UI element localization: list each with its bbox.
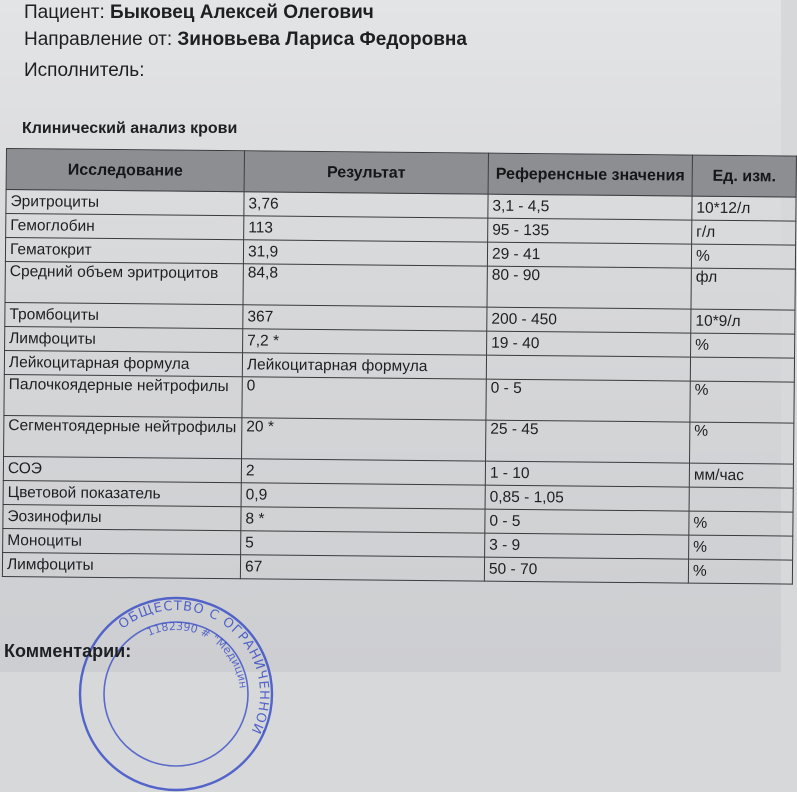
test-result: 367 [243, 305, 487, 331]
test-result: 0 [242, 377, 486, 420]
test-result: Лейкоцитарная формула [242, 353, 486, 379]
header-result: Результат [244, 151, 488, 194]
test-result: 2 [241, 459, 485, 485]
referral-label: Направление от: [24, 29, 173, 50]
test-name: Эозинофилы [3, 504, 241, 530]
referral-name: Зиновьева Лариса Федоровна [177, 29, 467, 50]
stamp-inner-text: 1182390 # "Медицин [144, 619, 250, 690]
performer-label: Исполнитель: [24, 60, 145, 81]
test-reference: 25 - 45 [486, 420, 690, 463]
test-reference: 200 - 450 [487, 307, 691, 333]
test-reference: 0,85 - 1,05 [485, 485, 689, 511]
test-name: Эритроциты [6, 190, 244, 216]
test-unit: % [689, 511, 793, 536]
test-name: Моноциты [3, 528, 241, 554]
test-unit: фл [691, 268, 795, 310]
test-name: Лейкоцитарная формула [4, 350, 242, 376]
test-reference: 3,1 - 4,5 [488, 194, 692, 220]
test-unit [689, 487, 793, 512]
test-unit: % [690, 422, 794, 464]
test-name: Палочкоядерные нейтрофилы [4, 374, 242, 417]
test-result: 31,9 [243, 240, 487, 266]
patient-line [24, 2, 374, 24]
test-name: Тромбоциты [5, 302, 243, 328]
test-result: 5 [241, 531, 485, 557]
test-unit: мм/час [689, 463, 793, 488]
test-reference [486, 355, 690, 381]
stamp-outer-text: ОБЩЕСТВО С ОГРАНИЧЕННОЙ [115, 598, 272, 737]
test-reference: 95 - 135 [488, 218, 692, 244]
test-name: Сегментоядерные нейтрофилы [4, 415, 242, 458]
test-name: Цветовой показатель [3, 480, 241, 506]
test-result: 113 [244, 216, 488, 242]
test-unit: 10*12/л [692, 196, 796, 221]
performer-line [24, 60, 144, 82]
test-name: Лимфоциты [5, 326, 243, 352]
section-title: Клинический анализ крови [22, 120, 238, 137]
referral-line [24, 29, 467, 51]
test-reference: 0 - 5 [486, 379, 690, 422]
test-name: Гемоглобин [6, 214, 244, 240]
test-unit: г/л [692, 220, 796, 245]
test-unit: % [688, 559, 792, 584]
test-result: 67 [240, 555, 484, 581]
comments-label: Комментарии: [4, 641, 132, 661]
test-reference: 19 - 40 [487, 331, 691, 357]
test-result: 3,76 [244, 192, 488, 218]
patient-label: Пациент: [24, 2, 105, 23]
header-unit: Ед. изм. [692, 155, 796, 197]
test-name: Лимфоциты [2, 552, 240, 578]
test-unit: % [691, 333, 795, 358]
test-result: 20 * [242, 418, 486, 461]
test-result: 7,2 * [243, 329, 487, 355]
test-reference: 3 - 9 [485, 533, 689, 559]
header-reference: Референсные значения [488, 153, 692, 196]
test-unit: % [690, 381, 794, 423]
test-name: Средний объем эритроцитов [5, 261, 243, 304]
test-result: 8 * [241, 507, 485, 533]
test-reference: 0 - 5 [485, 509, 689, 535]
test-result: 0,9 [241, 483, 485, 509]
test-unit: % [689, 535, 793, 560]
test-result: 84,8 [243, 264, 487, 307]
test-unit [690, 357, 794, 382]
organization-stamp [78, 596, 274, 792]
test-reference: 1 - 10 [485, 461, 689, 487]
test-reference: 80 - 90 [487, 266, 691, 309]
header-test: Исследование [6, 149, 244, 192]
test-unit: 10*9/л [691, 309, 795, 334]
results-table [2, 148, 797, 585]
test-reference: 50 - 70 [484, 557, 688, 583]
patient-name: Быковец Алексей Олегович [110, 2, 374, 23]
test-name: СОЭ [3, 456, 241, 482]
test-name: Гематокрит [5, 238, 243, 264]
test-reference: 29 - 41 [487, 242, 691, 268]
test-unit: % [691, 244, 795, 269]
